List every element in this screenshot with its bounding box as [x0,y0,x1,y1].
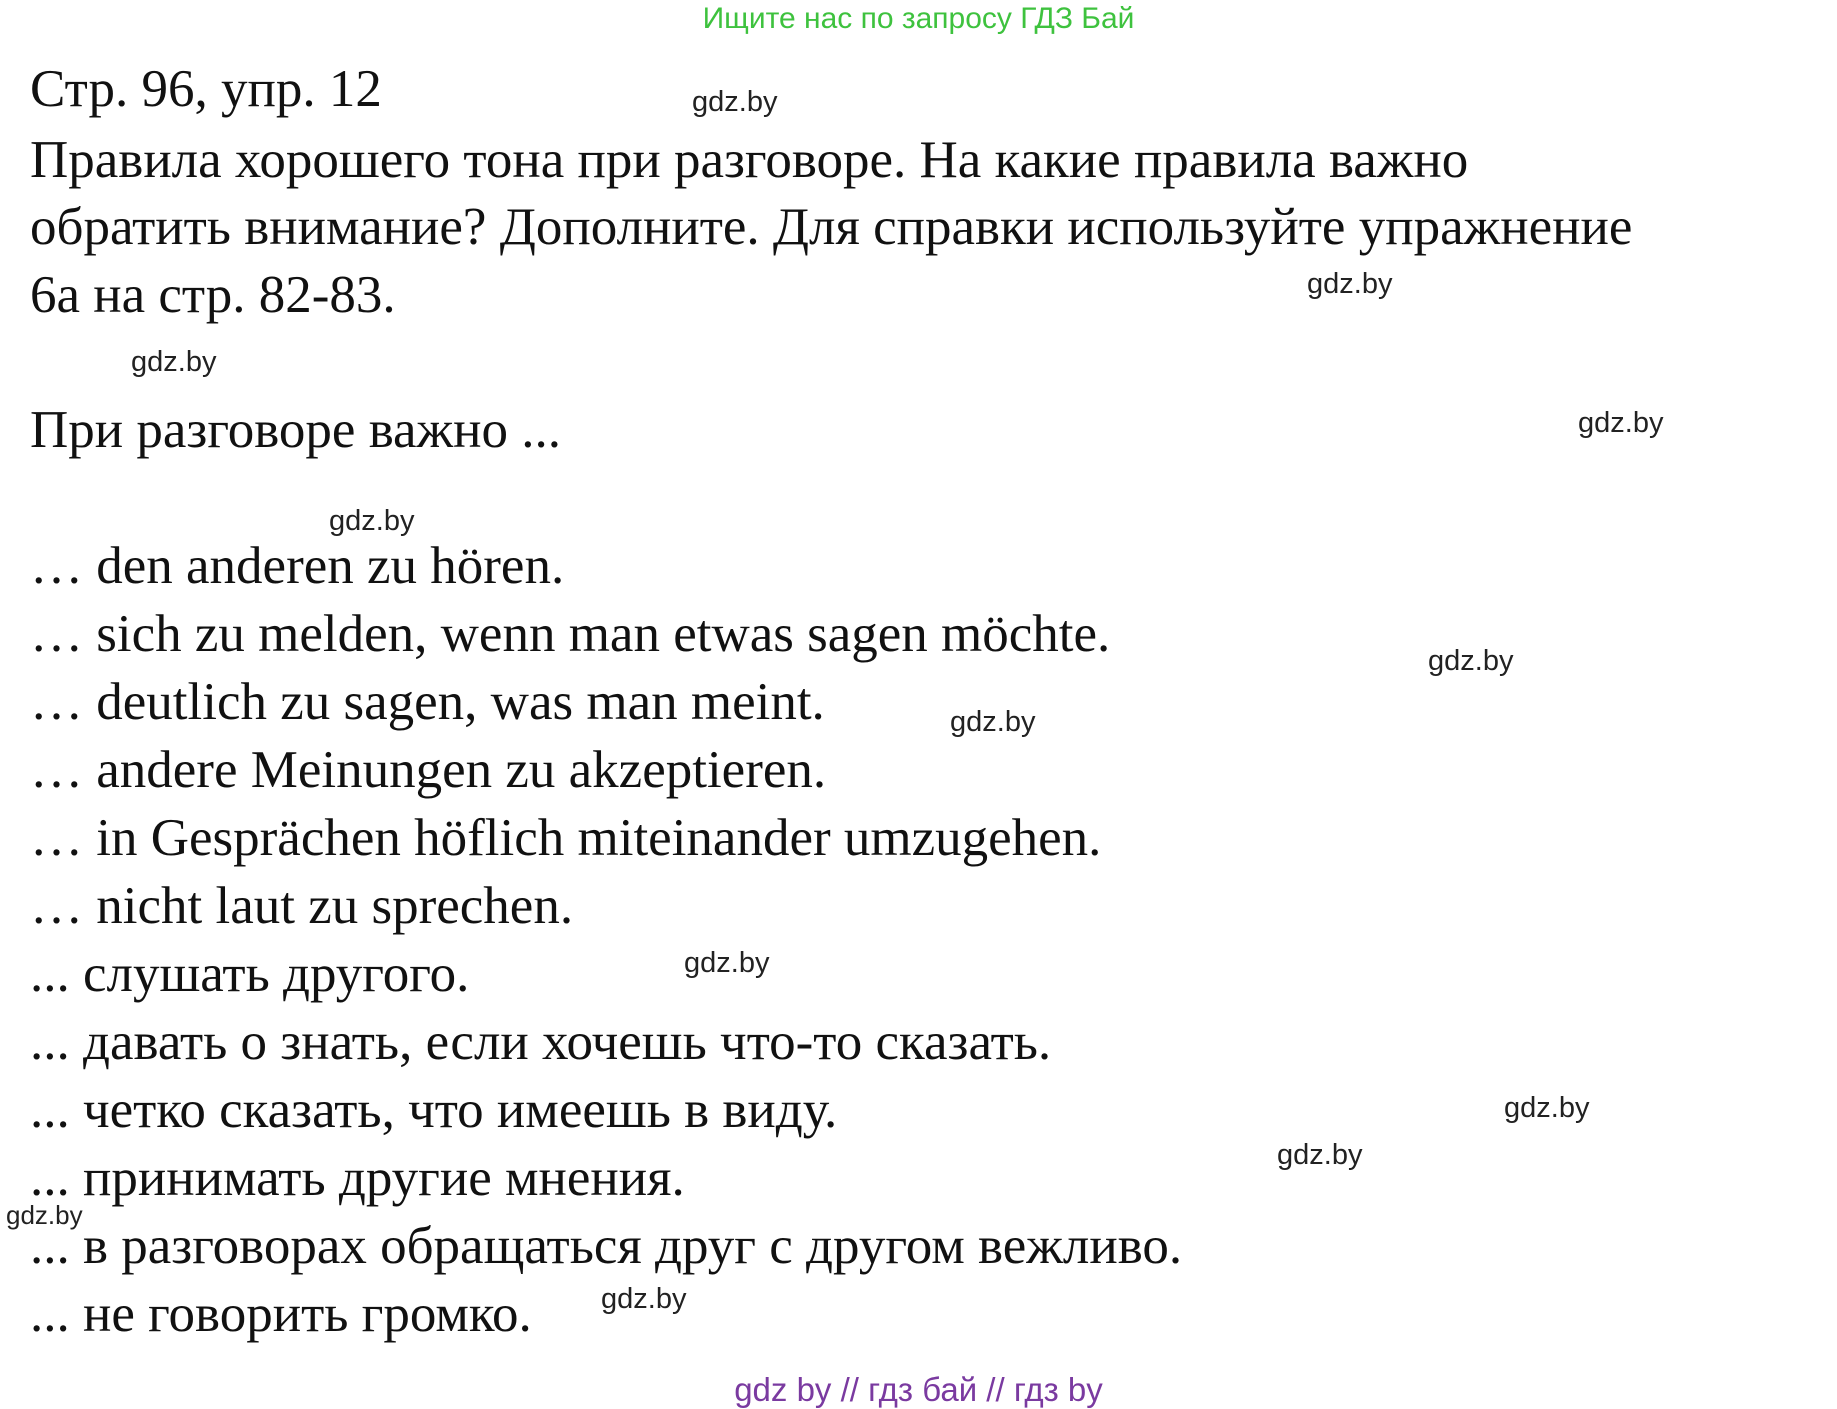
german-line-3: … deutlich zu sagen, was man meint. [30,673,825,731]
german-line-4: … andere Meinungen zu akzeptieren. [30,741,827,799]
watermark: gdz.by [329,505,415,537]
watermark: gdz.by [1578,407,1664,439]
watermark: gdz.by [601,1283,687,1315]
task-line-2: обратить внимание? Дополните. Для справки используйте упражнение [30,198,1633,256]
watermark: gdz.by [6,1200,83,1230]
watermark: gdz.by [1307,268,1393,300]
watermark: gdz.by [692,86,778,118]
russian-line-2: ... давать о знать, если хочешь что-то сказать. [30,1013,1052,1071]
top-banner: Ищите нас по запросу ГДЗ Бай [702,2,1135,35]
watermark: gdz.by [131,346,217,378]
russian-line-4: ... принимать другие мнения. [30,1149,685,1207]
footer-links: gdz by // гдз бай // гдз by [734,1371,1103,1408]
russian-line-1: ... слушать другого. [30,945,470,1003]
watermark: gdz.by [684,947,770,979]
task-line-3: 6а на стр. 82-83. [30,266,396,324]
russian-line-5: ... в разговорах обращаться друг с другом вежливо. [30,1217,1183,1275]
answer-intro: При разговоре важно ... [30,401,562,459]
german-line-6: … nicht laut zu sprechen. [30,877,574,935]
german-line-5: … in Gesprächen höflich miteinander umzugehen. [30,809,1102,867]
german-line-2: … sich zu melden, wenn man etwas sagen möchte. [30,605,1111,663]
russian-line-3: ... четко сказать, что имеешь в виду. [30,1081,838,1139]
watermark: gdz.by [1504,1092,1590,1124]
watermark: gdz.by [1277,1139,1363,1171]
german-line-1: … den anderen zu hören. [30,537,565,595]
task-line-1: Правила хорошего тона при разговоре. На какие правила важно [30,131,1469,189]
watermark: gdz.by [1428,645,1514,677]
exercise-heading: Стр. 96, упр. 12 [30,60,382,118]
watermark: gdz.by [950,706,1036,738]
russian-line-6: ... не говорить громко. [30,1285,532,1343]
